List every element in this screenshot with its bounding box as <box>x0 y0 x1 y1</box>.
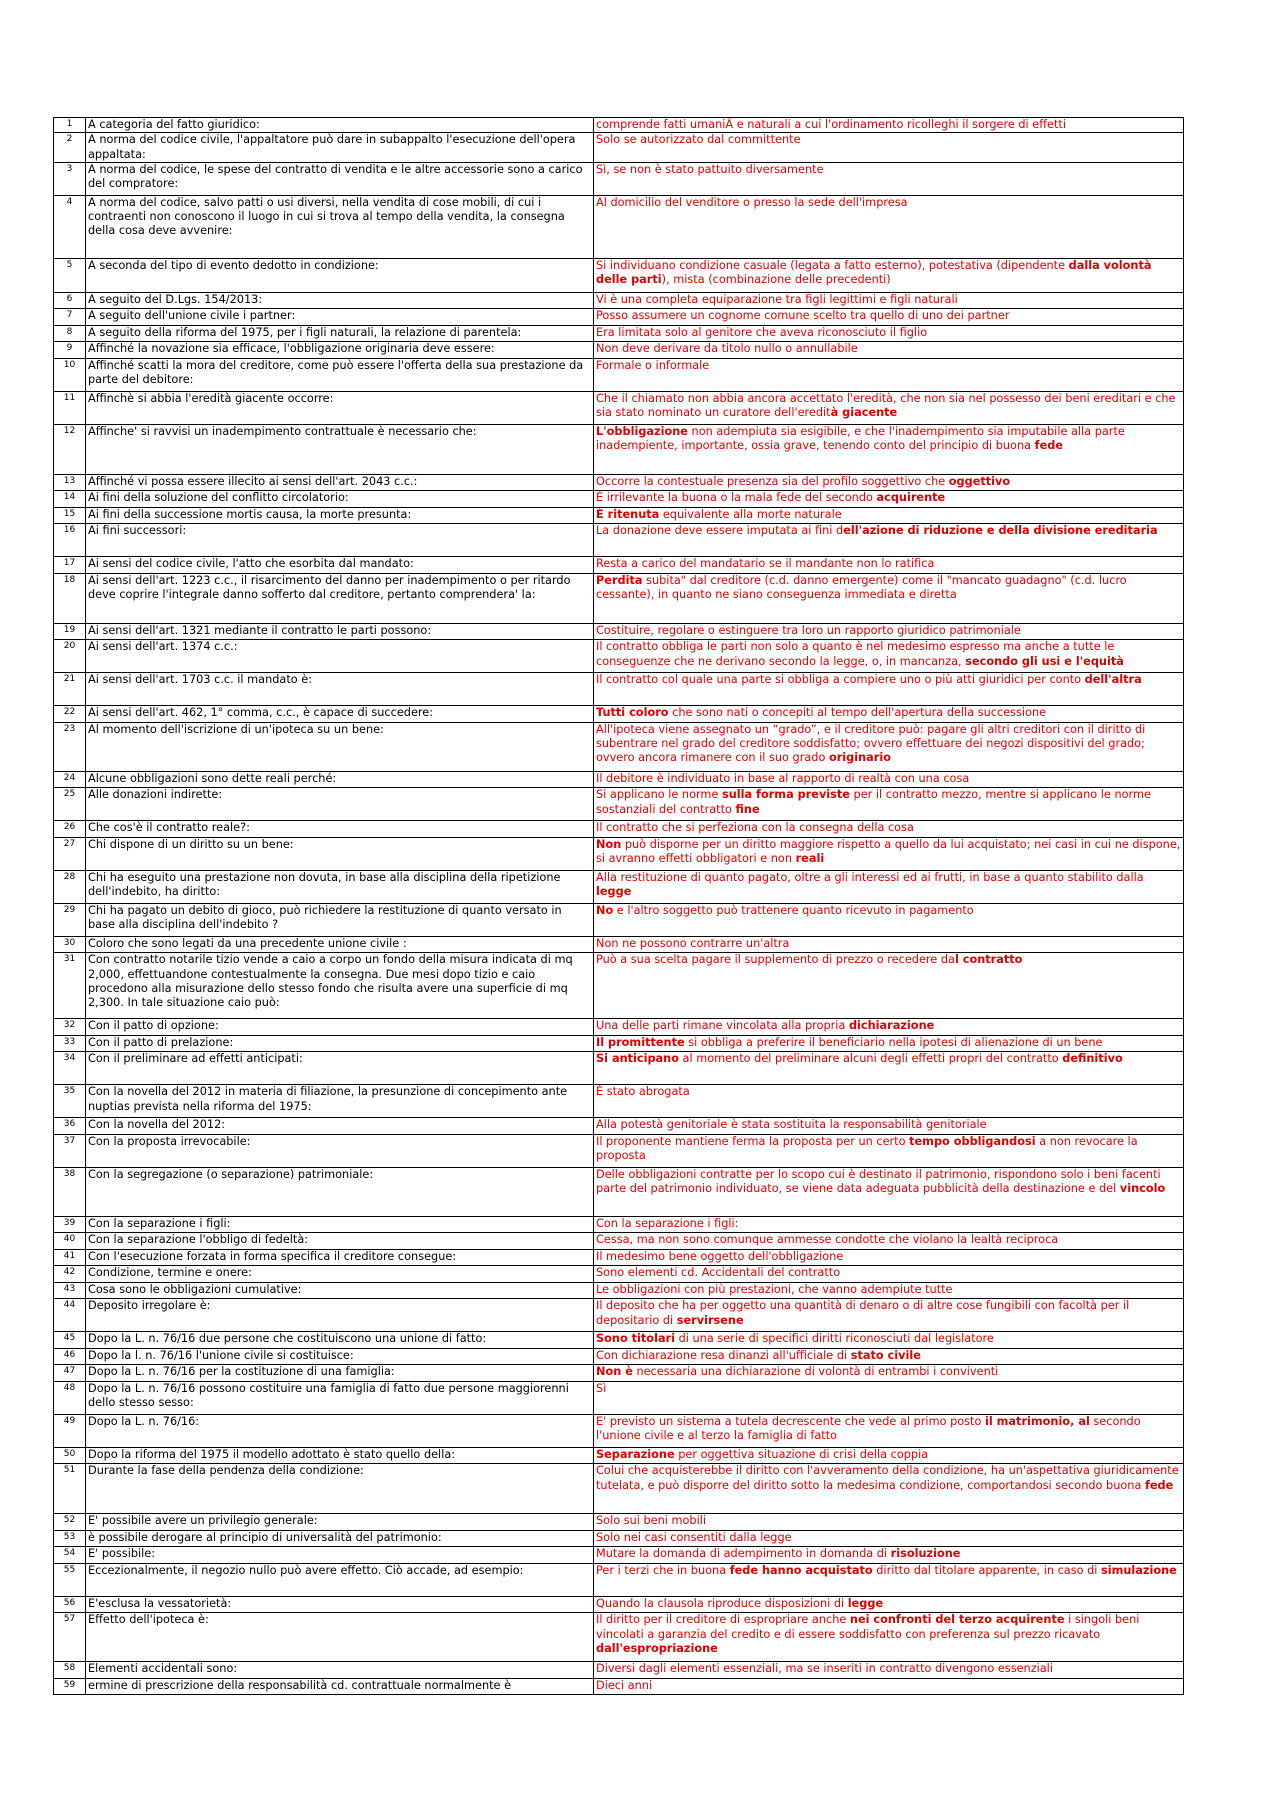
question-cell: Ai sensi del codice civile, l'atto che esorbita dal mandato: <box>86 557 594 574</box>
row-number: 39 <box>54 1216 86 1233</box>
answer-cell: Al domicilio del venditore o presso la sede dell'impresa <box>594 195 1184 258</box>
question-cell: Con la proposta irrevocabile: <box>86 1134 594 1167</box>
question-cell: Ai sensi dell'art. 462, 1° comma, c.c., è capace di succedere: <box>86 706 594 723</box>
answer-cell: Che il chiamato non abbia ancora accettato l'eredità, che non sia nel possesso dei beni ereditari e che sia stato nominato un curatore dell'eredità giacente <box>594 391 1184 424</box>
answer-cell: Mutare la domanda di adempimento in domanda di risoluzione <box>594 1547 1184 1564</box>
answer-cell: Sì, se non è stato pattuito diversamente <box>594 162 1184 195</box>
row-number: 59 <box>54 1678 86 1695</box>
table-row <box>54 258 1184 292</box>
question-cell: Con la separazione i figli: <box>86 1216 594 1233</box>
table-row <box>54 870 1184 903</box>
table-row <box>54 325 1184 342</box>
answer-cell: La donazione deve essere imputata ai fini dell'azione di riduzione e della divisione ereditaria <box>594 524 1184 557</box>
answer-cell: Non è necessaria una dichiarazione di volontà di entrambi i conviventi <box>594 1365 1184 1382</box>
answer-cell: Sono titolari di una serie di specifici diritti riconosciuti dal legislatore <box>594 1332 1184 1349</box>
question-cell: A seguito dell'unione civile i partner: <box>86 309 594 326</box>
answer-cell: Il contratto obbliga le parti non solo a quanto è nel medesimo espresso ma anche a tutte le conseguenze che ne derivano secondo la legge, o, in mancanza, secondo gli usi e l'equità <box>594 640 1184 673</box>
question-cell: Dopo la riforma del 1975 il modello adottato è stato quello della: <box>86 1447 594 1464</box>
answer-cell: L'obbligazione non adempiuta sia esigibile, e che l'inadempimento sia imputabile alla parte inadempiente, importante, ossia grave, tenendo conto del principio di buona fede <box>594 424 1184 474</box>
question-cell: Coloro che sono legati da una precedente unione civile : <box>86 936 594 953</box>
question-cell: Ai sensi dell'art. 1223 c.c., il risarcimento del danno per inadempimento o per ritardo deve coprire l'integrale danno sofferto dal creditore, pertanto comprendera' la: <box>86 573 594 623</box>
row-number: 35 <box>54 1085 86 1118</box>
question-cell: E'esclusa la vessatorietà: <box>86 1596 594 1613</box>
table-row <box>54 1365 1184 1382</box>
answer-cell: Tutti coloro che sono nati o concepiti al tempo dell'apertura della successione <box>594 706 1184 723</box>
row-number: 45 <box>54 1332 86 1349</box>
question-cell: Alle donazioni indirette: <box>86 788 594 821</box>
question-cell: Con il patto di opzione: <box>86 1019 594 1036</box>
table-row <box>54 1414 1184 1447</box>
table-row <box>54 1447 1184 1464</box>
table-row <box>54 706 1184 723</box>
answer-cell: comprende fatti umaniÂ e naturali a cui l'ordinamento ricolleghi il sorgere di effetti <box>594 118 1184 133</box>
row-number: 42 <box>54 1266 86 1283</box>
question-cell: Affinché vi possa essere illecito ai sensi dell'art. 2043 c.c.: <box>86 474 594 491</box>
answer-cell: Una delle parti rimane vincolata alla propria dichiarazione <box>594 1019 1184 1036</box>
table-row <box>54 162 1184 195</box>
table-row <box>54 1678 1184 1695</box>
table-row <box>54 133 1184 163</box>
question-cell: Che cos'è il contratto reale?: <box>86 821 594 838</box>
row-number: 18 <box>54 573 86 623</box>
question-cell: Affinche' si ravvisi un inadempimento contrattuale è necessario che: <box>86 424 594 474</box>
row-number: 7 <box>54 309 86 326</box>
question-cell: Ai fini della successione mortis causa, la morte presunta: <box>86 507 594 524</box>
table-row <box>54 1381 1184 1414</box>
answer-cell: Il proponente mantiene ferma la proposta per un certo tempo obbligandosi a non revocare la proposta <box>594 1134 1184 1167</box>
question-cell: Con contratto notarile tizio vende a caio a corpo un fondo della misura indicata di mq 2,000, effettuandone contestualmente la consegna. Due mesi dopo tizio e caio procedono alla misurazione dello stesso fondo che risulta avere una superficie di mq 2,300. In tale situazione caio può: <box>86 953 594 1019</box>
question-cell: Con la segregazione (o separazione) patrimoniale: <box>86 1167 594 1216</box>
answer-cell: Sono elementi cd. Accidentali del contratto <box>594 1266 1184 1283</box>
answer-cell: È ritenuta equivalente alla morte naturale <box>594 507 1184 524</box>
row-number: 28 <box>54 870 86 903</box>
question-cell: Alcune obbligazioni sono dette reali perché: <box>86 771 594 788</box>
question-cell: Con il patto di prelazione: <box>86 1035 594 1052</box>
answer-cell: Il deposito che ha per oggetto una quantità di denaro o di altre cose fungibili con facoltà per il depositario di servirsene <box>594 1299 1184 1332</box>
question-cell: Dopo la L. n. 76/16: <box>86 1414 594 1447</box>
question-cell: Chi ha pagato un debito di gioco, può richiedere la restituzione di quanto versato in base alla disciplina dell'indebito ? <box>86 903 594 936</box>
row-number: 37 <box>54 1134 86 1167</box>
row-number: 20 <box>54 640 86 673</box>
row-number: 38 <box>54 1167 86 1216</box>
answer-cell: Alla potestà genitoriale è stata sostituita la responsabilità genitoriale <box>594 1118 1184 1135</box>
table-row <box>54 118 1184 133</box>
question-cell: Con la separazione l'obbligo di fedeltà: <box>86 1233 594 1250</box>
row-number: 50 <box>54 1447 86 1464</box>
row-number: 56 <box>54 1596 86 1613</box>
row-number: 2 <box>54 133 86 163</box>
question-cell: Cosa sono le obbligazioni cumulative: <box>86 1282 594 1299</box>
answer-cell: Dieci anni <box>594 1678 1184 1695</box>
question-cell: E' possibile avere un privilegio generale: <box>86 1514 594 1531</box>
answer-cell: Si anticipano al momento del preliminare alcuni degli effetti propri del contratto definitivo <box>594 1052 1184 1085</box>
answer-cell: Alla restituzione di quanto pagato, oltre a gli interessi ed ai frutti, in base a quanto stabilito dalla legge <box>594 870 1184 903</box>
question-cell: Ai sensi dell'art. 1321 mediante il contratto le parti possono: <box>86 623 594 640</box>
question-cell: Con la novella del 2012: <box>86 1118 594 1135</box>
table-row <box>54 1530 1184 1547</box>
table-row <box>54 491 1184 508</box>
table-row <box>54 474 1184 491</box>
row-number: 27 <box>54 837 86 870</box>
answer-cell: Non ne possono contrarre un'altra <box>594 936 1184 953</box>
table-row <box>54 573 1184 623</box>
question-cell: Ai sensi dell'art. 1374 c.c.: <box>86 640 594 673</box>
answer-cell: Quando la clausola riproduce disposizioni di legge <box>594 1596 1184 1613</box>
table-row <box>54 1348 1184 1365</box>
answer-cell: Con dichiarazione resa dinanzi all'ufficiale di stato civile <box>594 1348 1184 1365</box>
row-number: 3 <box>54 162 86 195</box>
row-number: 43 <box>54 1282 86 1299</box>
answer-cell: È stato abrogata <box>594 1085 1184 1118</box>
row-number: 34 <box>54 1052 86 1085</box>
question-cell: Effetto dell'ipoteca è: <box>86 1613 594 1662</box>
quiz-sheet <box>53 117 1183 1695</box>
row-number: 55 <box>54 1563 86 1596</box>
table-row <box>54 1266 1184 1283</box>
table-row <box>54 1662 1184 1679</box>
answer-cell: Resta a carico del mandatario se il mandante non lo ratifica <box>594 557 1184 574</box>
answer-cell: Il contratto che si perfeziona con la consegna della cosa <box>594 821 1184 838</box>
row-number: 13 <box>54 474 86 491</box>
question-cell: ermine di prescrizione della responsabilità cd. contrattuale normalmente è <box>86 1678 594 1695</box>
table-row <box>54 936 1184 953</box>
table-row <box>54 903 1184 936</box>
question-cell: è possibile derogare al principio di universalità del patrimonio: <box>86 1530 594 1547</box>
row-number: 49 <box>54 1414 86 1447</box>
answer-cell: Vi è una completa equiparazione tra figli legittimi e figli naturali <box>594 292 1184 309</box>
question-cell: A seconda del tipo di evento dedotto in condizione: <box>86 258 594 292</box>
answer-cell: Occorre la contestuale presenza sia del profilo soggettivo che oggettivo <box>594 474 1184 491</box>
question-cell: Eccezionalmente, il negozio nullo può avere effetto. Ciò accade, ad esempio: <box>86 1563 594 1596</box>
table-row <box>54 1299 1184 1332</box>
question-cell: Dopo la L. n. 76/16 possono costituire una famiglia di fatto due persone maggiorenni dello stesso sesso: <box>86 1381 594 1414</box>
row-number: 5 <box>54 258 86 292</box>
answer-cell: Con la separazione i figli: <box>594 1216 1184 1233</box>
answer-cell: È irrilevante la buona o la mala fede del secondo acquirente <box>594 491 1184 508</box>
question-cell: A seguito della riforma del 1975, per i figli naturali, la relazione di parentela: <box>86 325 594 342</box>
row-number: 22 <box>54 706 86 723</box>
row-number: 53 <box>54 1530 86 1547</box>
table-row <box>54 1085 1184 1118</box>
answer-cell: Separazione per oggettiva situazione di crisi della coppia <box>594 1447 1184 1464</box>
table-row <box>54 1118 1184 1135</box>
row-number: 19 <box>54 623 86 640</box>
answer-cell: Posso assumere un cognome comune scelto tra quello di uno dei partner <box>594 309 1184 326</box>
row-number: 44 <box>54 1299 86 1332</box>
row-number: 31 <box>54 953 86 1019</box>
row-number: 4 <box>54 195 86 258</box>
answer-cell: Il promittente si obbliga a preferire il beneficiario nella ipotesi di alienazione di un bene <box>594 1035 1184 1052</box>
table-row <box>54 1216 1184 1233</box>
answer-cell: Si individuano condizione casuale (legata a fatto esterno), potestativa (dipendente dalla volontà delle parti), mista (combinazione delle precedenti) <box>594 258 1184 292</box>
row-number: 17 <box>54 557 86 574</box>
table-row <box>54 722 1184 771</box>
table-row <box>54 195 1184 258</box>
question-cell: A norma del codice, salvo patti o usi diversi, nella vendita di cose mobili, di cui i contraenti non conoscono il luogo in cui si trova al tempo della vendita, la consegna della cosa deve avvenire: <box>86 195 594 258</box>
row-number: 12 <box>54 424 86 474</box>
table-row <box>54 623 1184 640</box>
question-cell: A norma del codice civile, l'appaltatore può dare in subappalto l'esecuzione dell'opera appaltata: <box>86 133 594 163</box>
row-number: 29 <box>54 903 86 936</box>
answer-cell: Solo sui beni mobili <box>594 1514 1184 1531</box>
table-row <box>54 1167 1184 1216</box>
row-number: 23 <box>54 722 86 771</box>
table-row <box>54 309 1184 326</box>
answer-cell: Sì <box>594 1381 1184 1414</box>
row-number: 15 <box>54 507 86 524</box>
row-number: 51 <box>54 1464 86 1514</box>
answer-cell: Formale o informale <box>594 358 1184 391</box>
question-cell: Affinchè si abbia l'eredità giacente occorre: <box>86 391 594 424</box>
answer-cell: All'ipoteca viene assegnato un “grado”, e il creditore può: pagare gli altri creditori con il diritto di subentrare nel grado del creditore soddisfatto; ovvero effettuare dei negozi dispositivi del grado; ovvero ancora rimanere con il suo grado originario <box>594 722 1184 771</box>
row-number: 30 <box>54 936 86 953</box>
table-row <box>54 557 1184 574</box>
row-number: 41 <box>54 1249 86 1266</box>
row-number: 8 <box>54 325 86 342</box>
row-number: 54 <box>54 1547 86 1564</box>
table-row <box>54 1019 1184 1036</box>
row-number: 1 <box>54 118 86 133</box>
answer-cell: Può a sua scelta pagare il supplemento di prezzo o recedere dal contratto <box>594 953 1184 1019</box>
answer-cell: Le obbligazioni con più prestazioni, che vanno adempiute tutte <box>594 1282 1184 1299</box>
table-row <box>54 953 1184 1019</box>
table-row <box>54 1282 1184 1299</box>
table-row <box>54 1596 1184 1613</box>
row-number: 40 <box>54 1233 86 1250</box>
row-number: 58 <box>54 1662 86 1679</box>
question-cell: Chi dispone di un diritto su un bene: <box>86 837 594 870</box>
table-row <box>54 1249 1184 1266</box>
answer-cell: E' previsto un sistema a tutela decrescente che vede al primo posto il matrimonio, al secondo l'unione civile e al terzo la famiglia di fatto <box>594 1414 1184 1447</box>
question-cell: Al momento dell'iscrizione di un'ipoteca su un bene: <box>86 722 594 771</box>
question-cell: Chi ha eseguito una prestazione non dovuta, in base alla disciplina della ripetizione dell'indebito, ha diritto: <box>86 870 594 903</box>
question-cell: Durante la fase della pendenza della condizione: <box>86 1464 594 1514</box>
table-row <box>54 837 1184 870</box>
table-row <box>54 821 1184 838</box>
table-row <box>54 1514 1184 1531</box>
row-number: 9 <box>54 342 86 359</box>
question-cell: Condizione, termine e onere: <box>86 1266 594 1283</box>
answer-cell: Solo se autorizzato dal committente <box>594 133 1184 163</box>
row-number: 52 <box>54 1514 86 1531</box>
table-row <box>54 1332 1184 1349</box>
question-cell: A categoria del fatto giuridico: <box>86 118 594 133</box>
question-cell: A norma del codice, le spese del contratto di vendita e le altre accessorie sono a carico del compratore: <box>86 162 594 195</box>
question-cell: Affinché la novazione sia efficace, l'obbligazione originaria deve essere: <box>86 342 594 359</box>
question-cell: Con la novella del 2012 in materia di filiazione, la presunzione di concepimento ante nuptias prevista nella riforma del 1975: <box>86 1085 594 1118</box>
table-row <box>54 1035 1184 1052</box>
row-number: 16 <box>54 524 86 557</box>
answer-cell: Il debitore è individuato in base al rapporto di realtà con una cosa <box>594 771 1184 788</box>
question-cell: A seguito del D.Lgs. 154/2013: <box>86 292 594 309</box>
question-cell: Dopo la L. n. 76/16 due persone che costituiscono una unione di fatto: <box>86 1332 594 1349</box>
row-number: 46 <box>54 1348 86 1365</box>
table-row <box>54 673 1184 706</box>
question-cell: Elementi accidentali sono: <box>86 1662 594 1679</box>
answer-cell: Il diritto per il creditore di espropriare anche nei confronti del terzo acquirente i singoli beni vincolati a garanzia del credito e di essere soddisfatto con preferenza sul prezzo ricavato dall'espropriazione <box>594 1613 1184 1662</box>
row-number: 47 <box>54 1365 86 1382</box>
row-number: 32 <box>54 1019 86 1036</box>
table-row <box>54 507 1184 524</box>
answer-cell: Diversi dagli elementi essenziali, ma se inseriti in contratto divengono essenziali <box>594 1662 1184 1679</box>
question-cell: Dopo la L. n. 76/16 per la costituzione di una famiglia: <box>86 1365 594 1382</box>
question-cell: Ai sensi dell'art. 1703 c.c. il mandato è: <box>86 673 594 706</box>
question-cell: Ai fini della soluzione del conflitto circolatorio: <box>86 491 594 508</box>
table-row <box>54 1464 1184 1514</box>
answer-cell: Solo nei casi consentiti dalla legge <box>594 1530 1184 1547</box>
table-row <box>54 292 1184 309</box>
row-number: 11 <box>54 391 86 424</box>
table-row <box>54 1563 1184 1596</box>
answer-cell: Delle obbligazioni contratte per lo scopo cui è destinato il patrimonio, rispondono solo i beni facenti parte del patrimonio individuato, se viene data adeguata pubblicità della destinazione e del vincolo <box>594 1167 1184 1216</box>
answer-cell: Costituire, regolare o estinguere tra loro un rapporto giuridico patrimoniale <box>594 623 1184 640</box>
question-cell: Deposito irregolare è: <box>86 1299 594 1332</box>
question-cell: Ai fini successori: <box>86 524 594 557</box>
question-cell: E' possibile: <box>86 1547 594 1564</box>
answer-cell: Era limitata solo al genitore che aveva riconosciuto il figlio <box>594 325 1184 342</box>
answer-cell: Il medesimo bene oggetto dell'obbligazione <box>594 1249 1184 1266</box>
question-cell: Affinché scatti la mora del creditore, come può essere l'offerta della sua prestazione da parte del debitore: <box>86 358 594 391</box>
row-number: 14 <box>54 491 86 508</box>
answer-cell: Per i terzi che in buona fede hanno acquistato diritto dal titolare apparente, in caso di simulazione <box>594 1563 1184 1596</box>
row-number: 48 <box>54 1381 86 1414</box>
answer-cell: Si applicano le norme sulla forma previste per il contratto mezzo, mentre si applicano le norme sostanziali del contratto fine <box>594 788 1184 821</box>
answer-cell: Cessa, ma non sono comunque ammesse condotte che violano la lealtà reciproca <box>594 1233 1184 1250</box>
table-row <box>54 424 1184 474</box>
table-row <box>54 1613 1184 1662</box>
question-cell: Dopo la l. n. 76/16 l'unione civile si costituisce: <box>86 1348 594 1365</box>
table-row <box>54 1134 1184 1167</box>
table-row <box>54 1052 1184 1085</box>
answers-table-body <box>54 118 1184 1695</box>
answers-table <box>53 117 1184 1695</box>
table-row <box>54 358 1184 391</box>
answer-cell: Perdita subita" dal creditore (c.d. danno emergente) come il "mancato guadagno" (c.d. lucro cessante), in quanto ne siano conseguenza immediata e diretta <box>594 573 1184 623</box>
row-number: 24 <box>54 771 86 788</box>
row-number: 10 <box>54 358 86 391</box>
table-row <box>54 524 1184 557</box>
table-row <box>54 1547 1184 1564</box>
row-number: 21 <box>54 673 86 706</box>
answer-cell: No e l'altro soggetto può trattenere quanto ricevuto in pagamento <box>594 903 1184 936</box>
answer-cell: Non può disporne per un diritto maggiore rispetto a quello da lui acquistato; nei casi in cui ne dispone, si avranno effetti obbligatori e non reali <box>594 837 1184 870</box>
row-number: 6 <box>54 292 86 309</box>
table-row <box>54 342 1184 359</box>
answer-cell: Non deve derivare da titolo nullo o annullabile <box>594 342 1184 359</box>
question-cell: Con l'esecuzione forzata in forma specifica il creditore consegue: <box>86 1249 594 1266</box>
table-row <box>54 771 1184 788</box>
row-number: 26 <box>54 821 86 838</box>
table-row <box>54 1233 1184 1250</box>
answer-cell: Colui che acquisterebbe il diritto con l'avveramento della condizione, ha un'aspettativa giuridicamente tutelata, e può disporre del diritto sotto la medesima condizione, comportandosi secondo buona fede <box>594 1464 1184 1514</box>
question-cell: Con il preliminare ad effetti anticipati: <box>86 1052 594 1085</box>
row-number: 33 <box>54 1035 86 1052</box>
answer-cell: Il contratto col quale una parte si obbliga a compiere uno o più atti giuridici per conto dell'altra <box>594 673 1184 706</box>
row-number: 36 <box>54 1118 86 1135</box>
table-row <box>54 788 1184 821</box>
table-row <box>54 391 1184 424</box>
table-row <box>54 640 1184 673</box>
row-number: 25 <box>54 788 86 821</box>
row-number: 57 <box>54 1613 86 1662</box>
